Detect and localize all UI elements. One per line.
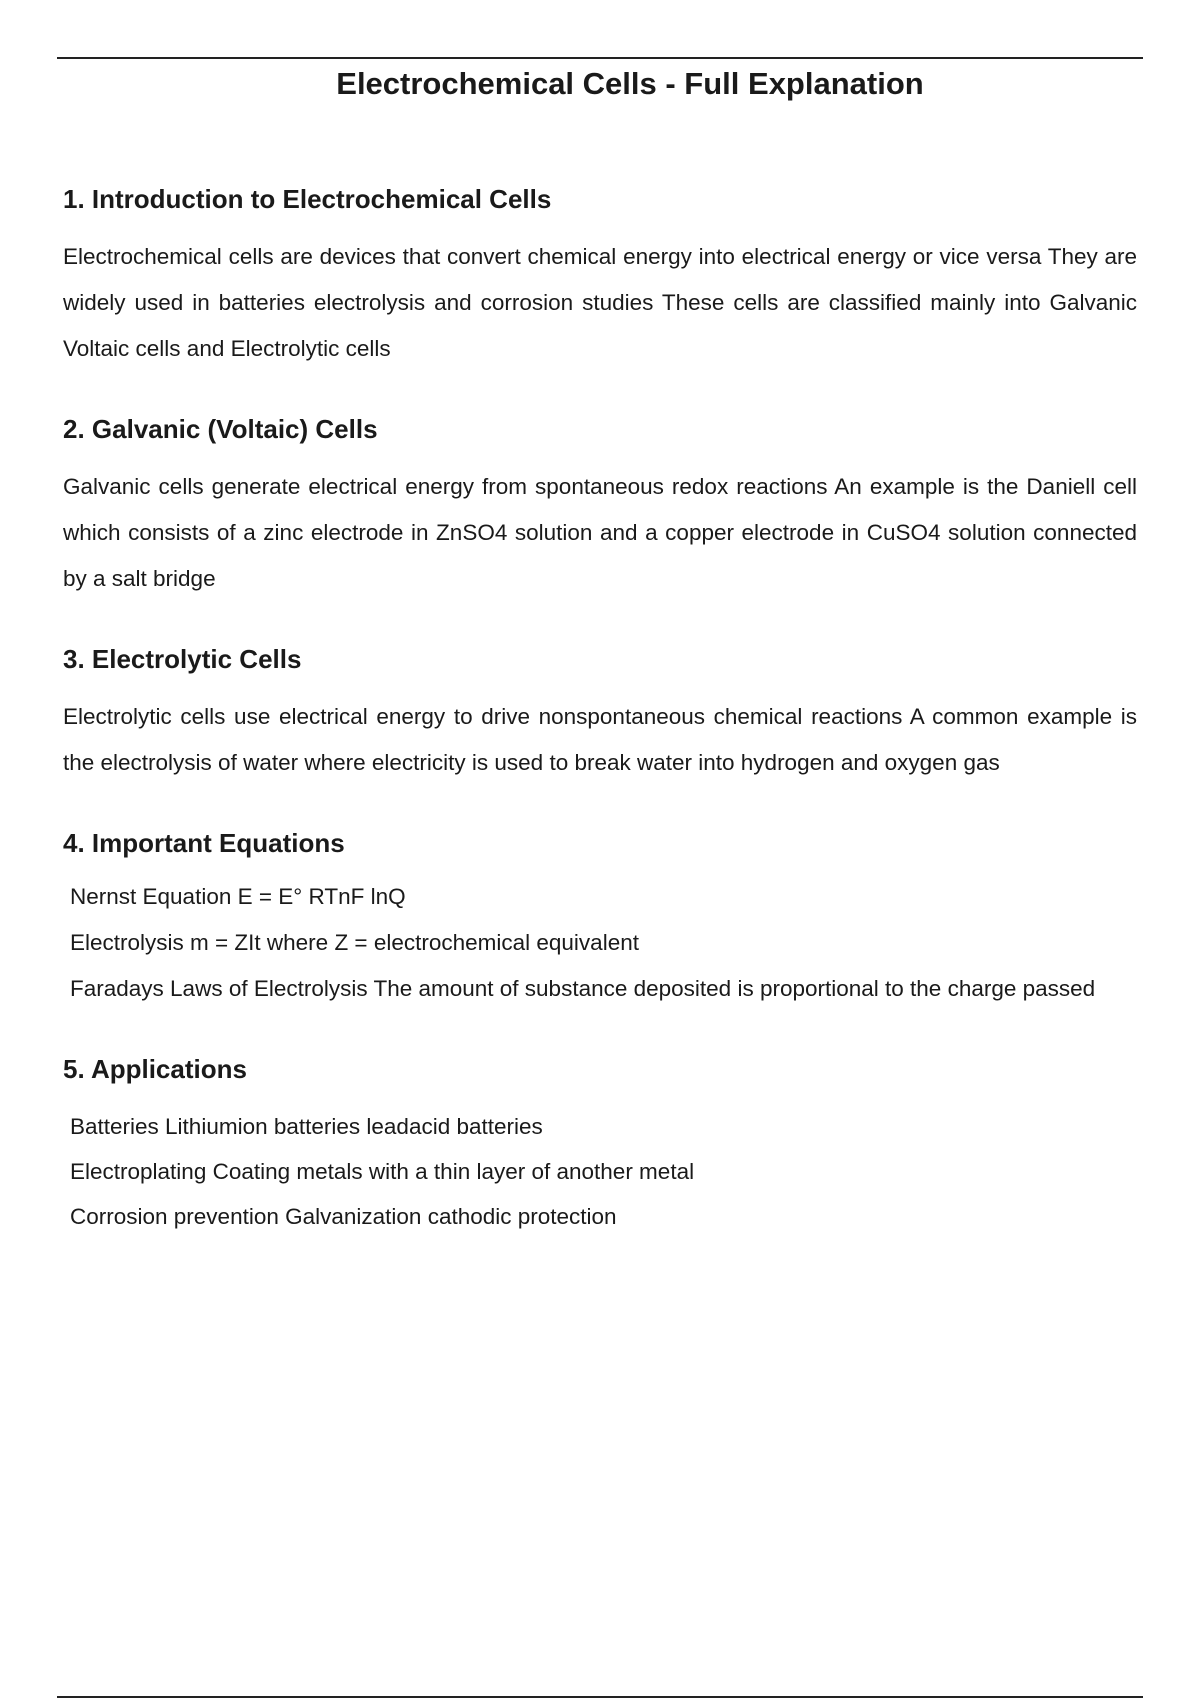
list-item-nernst-equation: Nernst Equation E = E° RTnF lnQ	[70, 884, 406, 909]
bottom-rule	[57, 1696, 1143, 1698]
document-title: Electrochemical Cells - Full Explanation	[336, 66, 924, 101]
list-item-corrosion-prevention: Corrosion prevention Galvanization cathodic protection	[70, 1204, 617, 1229]
section-heading: 5. Applications	[63, 1054, 247, 1084]
section-heading: 4. Important Equations	[63, 828, 345, 858]
list-item-batteries: Batteries Lithiumion batteries leadacid batteries	[70, 1114, 543, 1139]
section-paragraph: Galvanic cells generate electrical energy from spontaneous redox reactions An example is the Daniell cell which consists of a zinc electrode in ZnSO4 solution and a copper electrode in CuSO4 solution connected by a salt bridge	[63, 474, 1137, 591]
section-heading: 1. Introduction to Electrochemical Cells	[63, 184, 552, 214]
document-body	[63, 176, 1137, 1273]
applications-list	[63, 1104, 1137, 1239]
section-important-equations	[63, 820, 1137, 1012]
list-item-faradays-laws: Faradays Laws of Electrolysis The amount of substance deposited is proportional to the charge passed	[70, 976, 1096, 1001]
section-galvanic-cells	[63, 406, 1137, 602]
section-heading: 2. Galvanic (Voltaic) Cells	[63, 414, 378, 444]
list-item-electrolysis-equation: Electrolysis m = ZIt where Z = electrochemical equivalent	[70, 930, 639, 955]
list-item-electroplating: Electroplating Coating metals with a thin layer of another metal	[70, 1159, 695, 1184]
equation-list	[63, 874, 1137, 1012]
section-heading: 3. Electrolytic Cells	[63, 644, 302, 674]
section-paragraph: Electrolytic cells use electrical energy to drive nonspontaneous chemical reactions A common example is the electrolysis of water where electricity is used to break water into hydrogen and oxygen gas	[63, 704, 1137, 775]
section-electrolytic-cells	[63, 636, 1137, 786]
section-introduction	[63, 176, 1137, 372]
top-rule	[57, 57, 1143, 59]
section-paragraph: Electrochemical cells are devices that convert chemical energy into electrical energy or vice versa They are widely used in batteries electrolysis and corrosion studies These cells are classified mainly into Galvanic Voltaic cells and Electrolytic cells	[63, 244, 1137, 361]
section-applications	[63, 1046, 1137, 1239]
